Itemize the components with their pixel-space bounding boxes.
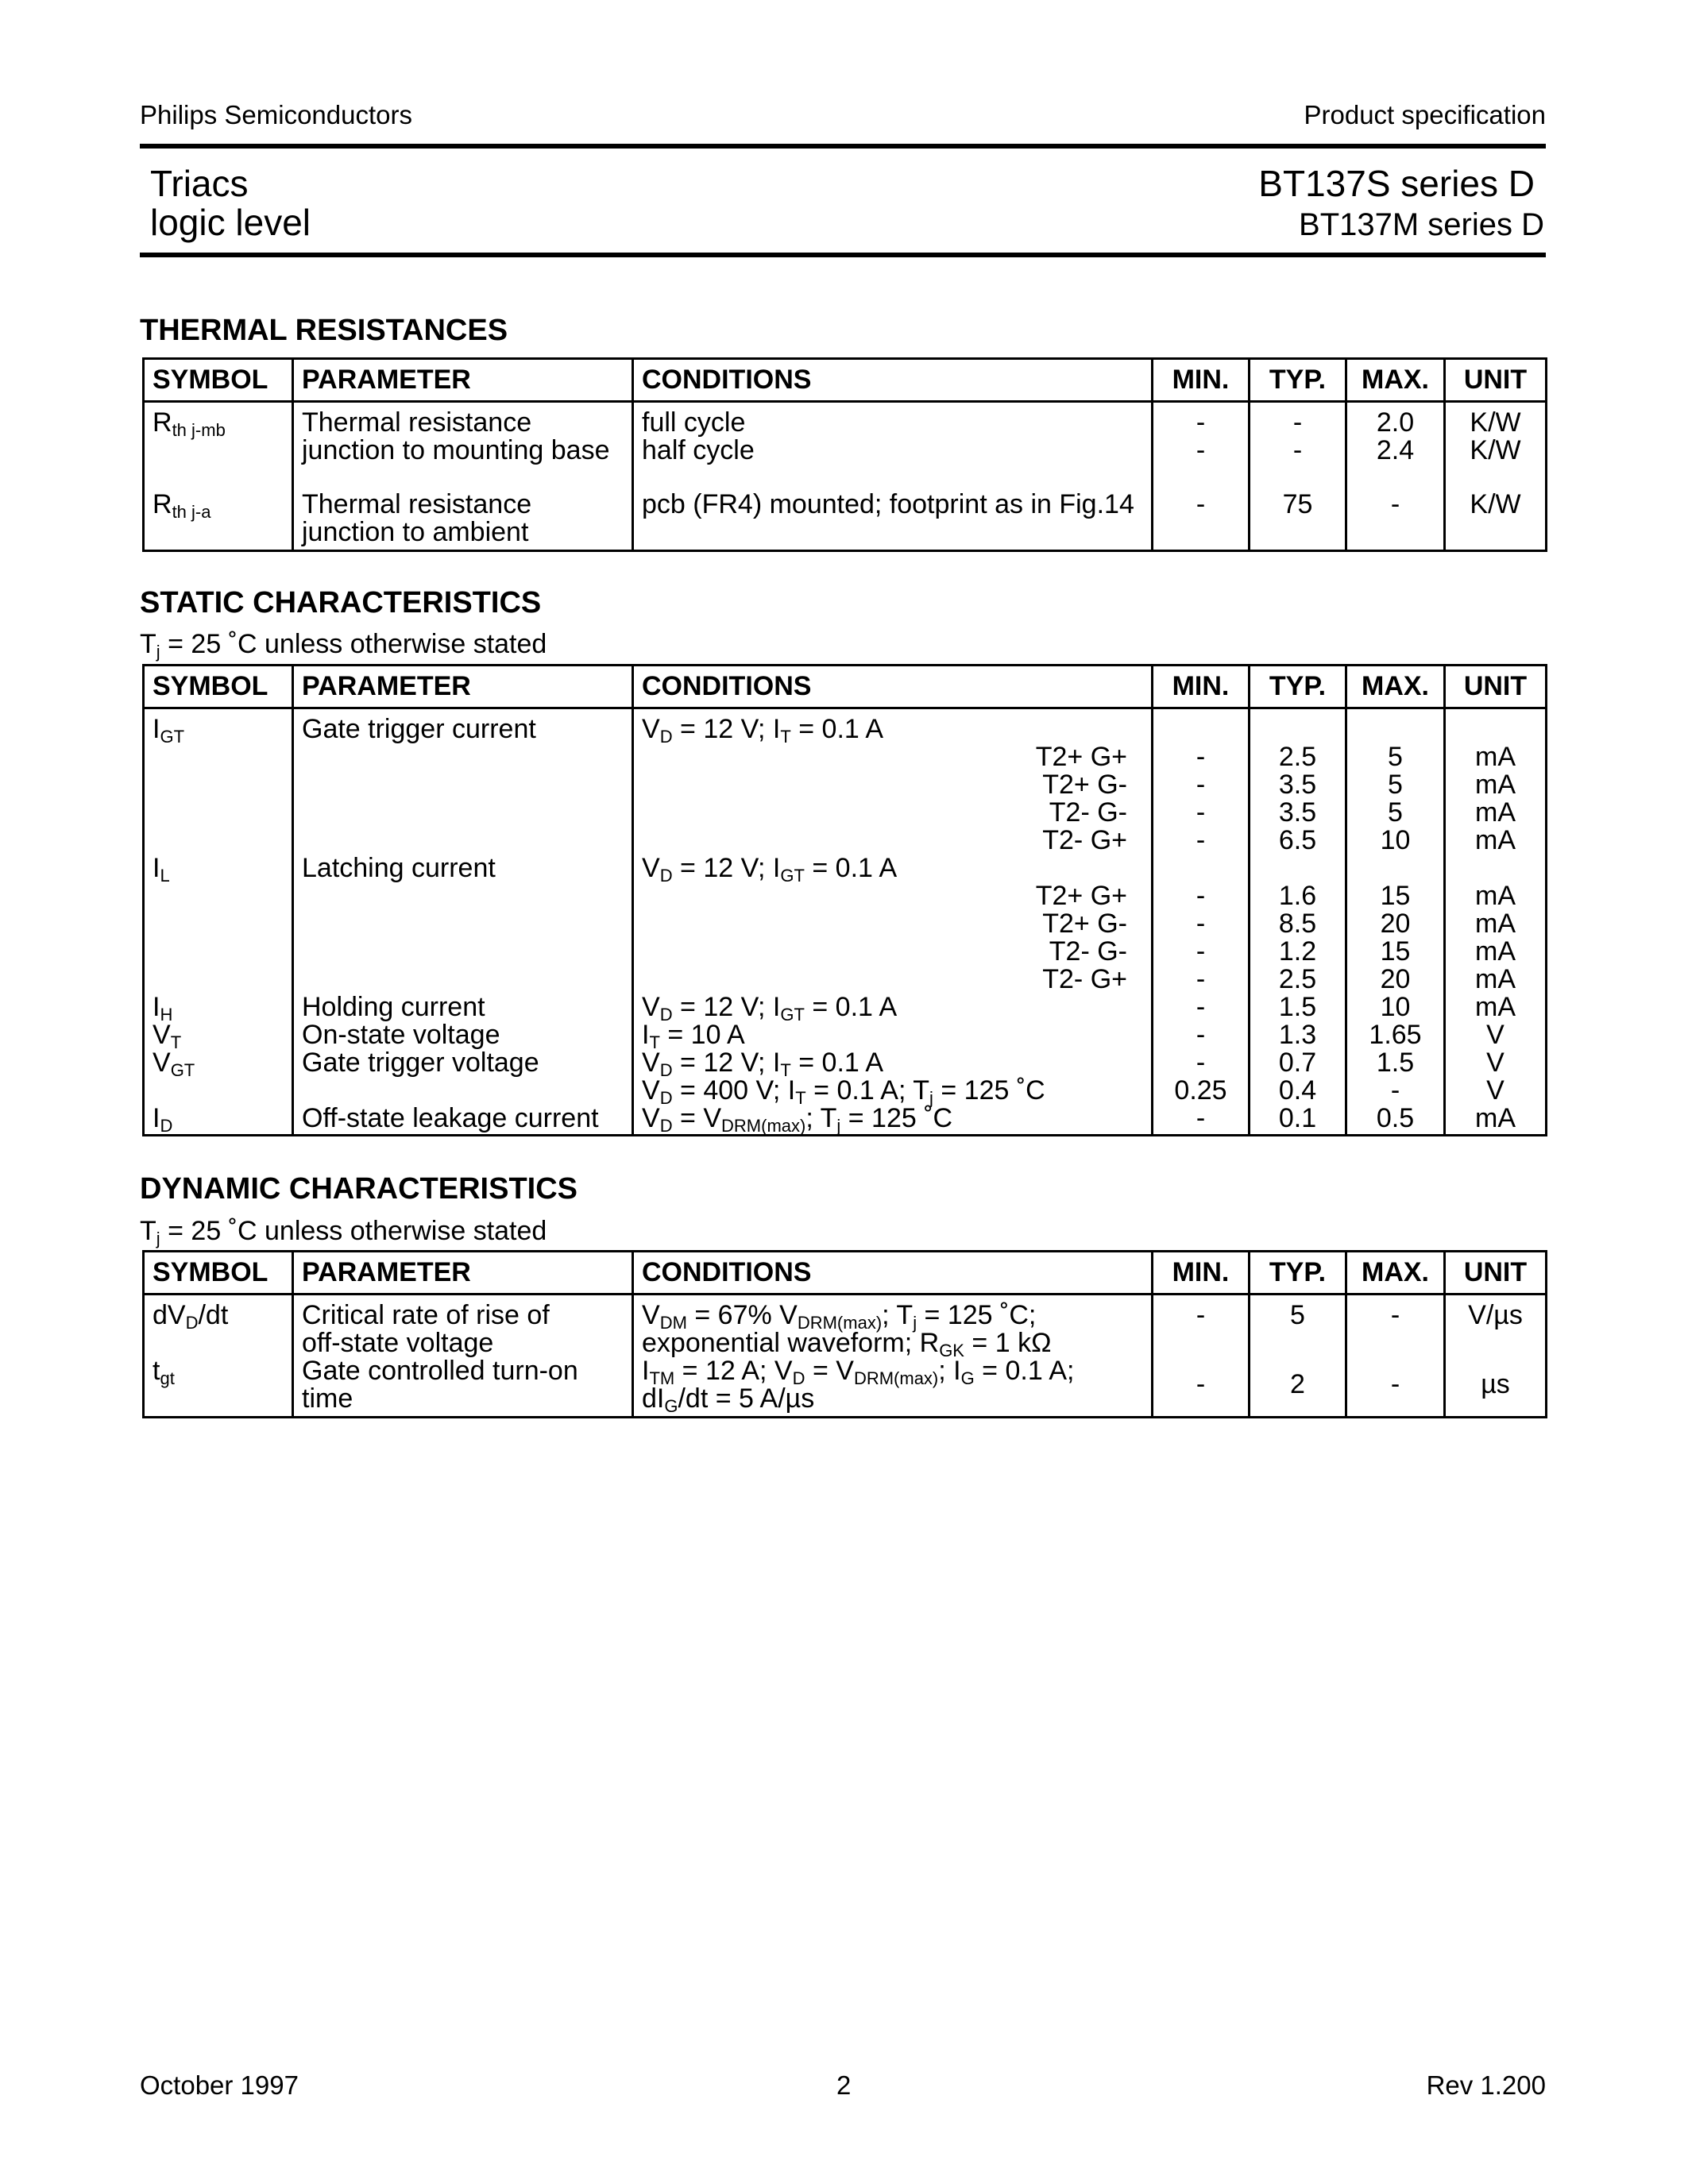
part-number-line1: BT137S series D <box>1258 163 1535 204</box>
symbol-cell: $R_{th j-a}$ <box>144 465 293 551</box>
parameter-cell: Gate trigger voltage <box>293 1049 633 1105</box>
col-parameter: PARAMETER <box>293 666 633 708</box>
typ-cell: 0.1 <box>1250 1105 1346 1136</box>
col-max: MAX. <box>1346 359 1445 402</box>
table-header-row <box>144 666 1547 708</box>
min-cell: - <box>1153 1105 1250 1136</box>
min-cell: - - <box>1153 402 1250 465</box>
col-conditions: CONDITIONS <box>633 1252 1153 1295</box>
symbol-cell: $dV_D/dt$ <box>144 1295 293 1358</box>
parameter-cell: Latching current <box>293 855 633 994</box>
col-unit: UNIT <box>1445 1252 1547 1295</box>
max-cell: 2.0 2.4 <box>1346 402 1445 465</box>
dynamic-section-title: DYNAMIC CHARACTERISTICS <box>140 1172 577 1206</box>
symbol-cell: $I_L$ <box>144 855 293 994</box>
col-conditions: CONDITIONS <box>633 359 1153 402</box>
symbol-cell: $V_{GT}$ <box>144 1049 293 1105</box>
col-max: MAX. <box>1346 1252 1445 1295</box>
footer-revision: Rev 1.200 <box>1426 2070 1546 2100</box>
col-parameter: PARAMETER <box>293 359 633 402</box>
dynamic-conditions-note: $T_j = 25$ ˚C unless otherwise stated <box>140 1216 547 1248</box>
parameter-cell: On-state voltage <box>293 1021 633 1049</box>
static-section-title: STATIC CHARACTERISTICS <box>140 586 542 619</box>
symbol-cell: $R_{th j-mb}$ <box>144 402 293 465</box>
static-conditions-note: $T_j = 25$ ˚C unless otherwise stated <box>140 629 547 662</box>
thermal-section-title: THERMAL RESISTANCES <box>140 314 508 347</box>
typ-cell: 1.5 <box>1250 994 1346 1021</box>
conditions-cell: $V_D = 12$ V; $I_T = 0.1$ A $V_D = 400$ V; $I_T = 0.1$ A; $T_j = 125$ ˚C <box>633 1049 1153 1105</box>
unit-cell: V <box>1445 1021 1547 1049</box>
col-unit: UNIT <box>1445 666 1547 708</box>
conditions-cell: $V_{DM} = 67\%$ $V_{DRM(max)}$; $T_j = 125$ ˚C; exponential waveform; $R_{GK} = 1$ kΩ <box>633 1295 1153 1358</box>
max-cell: 1.5 - <box>1346 1049 1445 1105</box>
col-unit: UNIT <box>1445 359 1547 402</box>
max-cell: - <box>1346 1357 1445 1418</box>
col-min: MIN. <box>1153 1252 1250 1295</box>
unit-cell: K/W <box>1445 465 1547 551</box>
col-symbol: SYMBOL <box>144 666 293 708</box>
symbol-cell: $I_{GT}$ <box>144 708 293 855</box>
static-table <box>142 664 1547 1136</box>
min-cell: - - - - <box>1153 855 1250 994</box>
company-name: Philips Semiconductors <box>140 100 412 129</box>
part-number-line2: BT137M series D <box>1299 207 1544 242</box>
typ-cell: 2.5 3.5 3.5 6.5 <box>1250 708 1346 855</box>
max-cell: 10 <box>1346 994 1445 1021</box>
footer-page-number: 2 <box>836 2070 852 2100</box>
parameter-cell: Thermal resistance junction to mounting base <box>293 402 633 465</box>
conditions-cell: $I_T = 10$ A <box>633 1021 1153 1049</box>
col-min: MIN. <box>1153 359 1250 402</box>
parameter-cell: Thermal resistance junction to ambient <box>293 465 633 551</box>
unit-cell: mA <box>1445 1105 1547 1136</box>
col-conditions: CONDITIONS <box>633 666 1153 708</box>
parameter-cell: Gate controlled turn-on time <box>293 1357 633 1418</box>
table-row <box>144 465 1547 551</box>
symbol-cell: $I_H$ <box>144 994 293 1021</box>
table-row <box>144 1049 1547 1105</box>
symbol-cell: $I_D$ <box>144 1105 293 1136</box>
table-row <box>144 1105 1547 1136</box>
max-cell: - <box>1346 1295 1445 1358</box>
col-parameter: PARAMETER <box>293 1252 633 1295</box>
document-type: Product specification <box>1304 100 1546 129</box>
unit-cell: mA <box>1445 994 1547 1021</box>
unit-cell: mA mA mA mA <box>1445 708 1547 855</box>
conditions-cell: full cycle half cycle <box>633 402 1153 465</box>
typ-cell: - - <box>1250 402 1346 465</box>
unit-cell: mA mA mA mA <box>1445 855 1547 994</box>
conditions-cell: $V_D = V_{DRM(max)}$; $T_j = 125$ ˚C <box>633 1105 1153 1136</box>
table-row <box>144 994 1547 1021</box>
min-cell: - <box>1153 1357 1250 1418</box>
typ-cell: 1.3 <box>1250 1021 1346 1049</box>
table-row <box>144 1357 1547 1418</box>
dynamic-table <box>142 1250 1547 1418</box>
min-cell: - 0.25 <box>1153 1049 1250 1105</box>
table-row <box>144 1021 1547 1049</box>
symbol-cell: $t_{gt}$ <box>144 1357 293 1418</box>
table-row <box>144 402 1547 465</box>
typ-cell: 1.6 8.5 1.2 2.5 <box>1250 855 1346 994</box>
table-header-row <box>144 1252 1547 1295</box>
conditions-cell: $V_D = 12$ V; $I_{GT} = 0.1$ A <box>633 994 1153 1021</box>
conditions-cell: $I_{TM} = 12$ A; $V_D = V_{DRM(max)}$; $I_G = 0.1$ A; $dI_G/dt = 5$ A/µs <box>633 1357 1153 1418</box>
min-cell: - <box>1153 994 1250 1021</box>
device-title-line2: logic level <box>150 202 311 243</box>
parameter-cell: Off-state leakage current <box>293 1105 633 1136</box>
col-min: MIN. <box>1153 666 1250 708</box>
max-cell: 0.5 <box>1346 1105 1445 1136</box>
max-cell: 5 5 5 10 <box>1346 708 1445 855</box>
parameter-cell: Critical rate of rise of off-state voltage <box>293 1295 633 1358</box>
header-rule-top <box>140 144 1546 149</box>
min-cell: - <box>1153 465 1250 551</box>
unit-cell: µs <box>1445 1357 1547 1418</box>
max-cell: 1.65 <box>1346 1021 1445 1049</box>
conditions-cell: $V_D = 12$ V; $I_T = 0.1$ A T2+ G+ T2+ G- T2- G- T2- G+ <box>633 708 1153 855</box>
min-cell: - - - - <box>1153 708 1250 855</box>
parameter-cell: Holding current <box>293 994 633 1021</box>
typ-cell: 0.7 0.4 <box>1250 1049 1346 1105</box>
conditions-cell: $V_D = 12$ V; $I_{GT} = 0.1$ A T2+ G+ T2+ G- T2- G- T2- G+ <box>633 855 1153 994</box>
col-typ: TYP. <box>1250 359 1346 402</box>
unit-cell: V V <box>1445 1049 1547 1105</box>
typ-cell: 2 <box>1250 1357 1346 1418</box>
table-row <box>144 855 1547 994</box>
col-max: MAX. <box>1346 666 1445 708</box>
typ-cell: 75 <box>1250 465 1346 551</box>
min-cell: - <box>1153 1021 1250 1049</box>
min-cell: - <box>1153 1295 1250 1358</box>
col-typ: TYP. <box>1250 1252 1346 1295</box>
col-symbol: SYMBOL <box>144 1252 293 1295</box>
table-header-row <box>144 359 1547 402</box>
parameter-cell: Gate trigger current <box>293 708 633 855</box>
col-typ: TYP. <box>1250 666 1346 708</box>
table-row <box>144 708 1547 855</box>
symbol-cell: $V_T$ <box>144 1021 293 1049</box>
footer-date: October 1997 <box>140 2070 299 2100</box>
col-symbol: SYMBOL <box>144 359 293 402</box>
typ-cell: 5 <box>1250 1295 1346 1358</box>
max-cell: - <box>1346 465 1445 551</box>
thermal-table <box>142 357 1547 552</box>
table-row <box>144 1295 1547 1358</box>
unit-cell: K/W K/W <box>1445 402 1547 465</box>
device-title-line1: Triacs <box>150 163 249 204</box>
unit-cell: V/µs <box>1445 1295 1547 1358</box>
max-cell: 15 20 15 20 <box>1346 855 1445 994</box>
conditions-cell: pcb (FR4) mounted; footprint as in Fig.14 <box>633 465 1153 551</box>
header-rule-bottom <box>140 253 1546 257</box>
